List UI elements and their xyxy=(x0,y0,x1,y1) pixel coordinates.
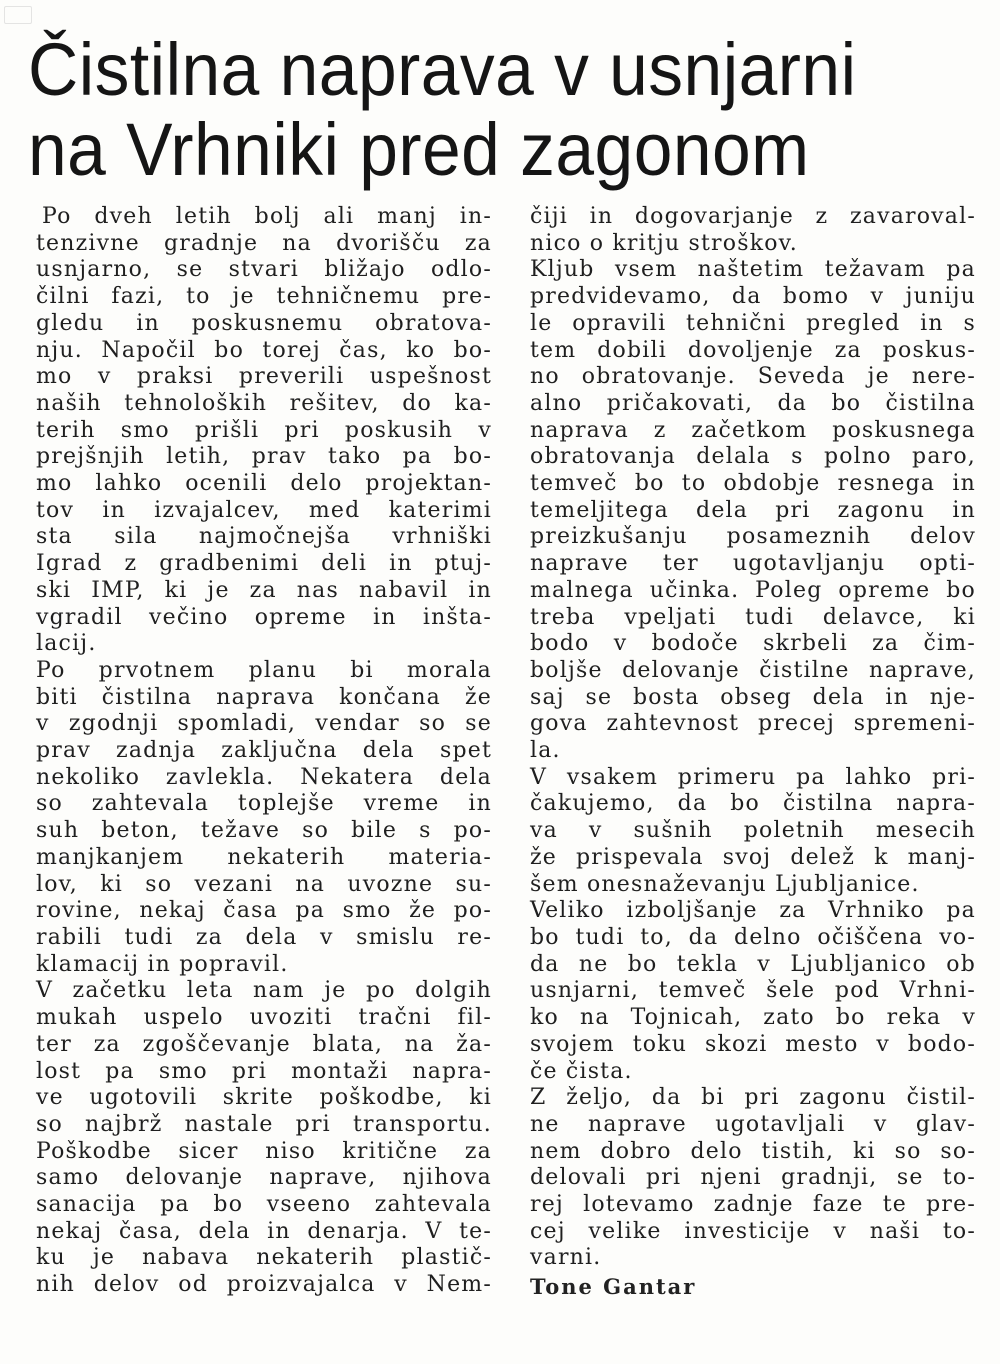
article-column-right-text xyxy=(530,204,976,1272)
text-line: biti čistilna naprava končana že xyxy=(36,684,492,710)
text-line: predvidevamo, da bomo v juniju xyxy=(530,284,976,310)
text-line: naših tehnoloških rešitev, do ka- xyxy=(36,390,492,416)
text-line: usnjarno, se stvari bližajo odlo- xyxy=(36,257,492,283)
text-line: cej velike investicije v naši to- xyxy=(530,1218,976,1244)
text-line: Igrad z gradbenimi deli in ptuj- xyxy=(36,551,492,577)
author-signature: Tone Gantar xyxy=(530,1274,697,1300)
text-line: obratovanja delala s polno paro, xyxy=(530,444,976,470)
text-line: preizkušanju posameznih delov xyxy=(530,524,976,550)
text-line: so zahtevala toplejše vreme in xyxy=(36,791,492,817)
text-line: prejšnjih letih, prav tako pa bo- xyxy=(36,444,492,470)
text-line: rabili tudi za dela v smislu re- xyxy=(36,924,492,950)
text-line: čakujemo, da bo čistilna napra- xyxy=(530,791,976,817)
text-line: tenzivne gradnje na dvorišču za xyxy=(36,230,492,256)
text-line: Z željo, da bi pri zagonu čistil- xyxy=(530,1085,976,1111)
text-line: ski IMP, ki je za nas nabavil in xyxy=(36,577,492,603)
text-line: čilni fazi, to je tehničnemu pre- xyxy=(36,284,492,310)
text-line: Kljub vsem naštetim težavam pa xyxy=(530,257,976,283)
article-headline xyxy=(28,30,910,190)
text-line: alno pričakovati, da bo čistilna xyxy=(530,390,976,416)
headline-line-1: Čistilna naprava v usnjarni xyxy=(28,28,857,111)
text-line: temveč bo to obdobje resnega in xyxy=(530,471,976,497)
text-line: že prispevala svoj delež k manj- xyxy=(530,844,976,870)
article-column-right xyxy=(530,204,976,1300)
text-line: malnega učinka. Poleg opreme bo xyxy=(530,577,976,603)
text-line: Po dveh letih bolj ali manj in- xyxy=(42,204,492,229)
text-line: nem dobro delo tistih, ki so so- xyxy=(530,1138,976,1164)
text-line: da ne bo tekla v Ljubljanico ob xyxy=(530,951,976,977)
text-line: V vsakem primeru pa lahko pri- xyxy=(530,764,976,790)
text-line: nekaj časa, dela in denarja. V te- xyxy=(36,1218,492,1244)
text-line: rej lotevamo zadnje faze te pre- xyxy=(530,1192,976,1218)
text-line: bo tudi to, da delno očiščena vo- xyxy=(530,924,976,950)
text-line: la. xyxy=(530,738,561,764)
text-line: Veliko izboljšanje za Vrhniko pa xyxy=(530,898,976,924)
text-line: ko na Tojnicah, zato bo reka v xyxy=(530,1005,976,1031)
text-line: suh beton, težave so bile s po- xyxy=(36,818,492,844)
text-line: klamacij in popravil. xyxy=(36,951,289,977)
text-line: varni. xyxy=(530,1245,602,1271)
text-line: šem onesnaževanju Ljubljanice. xyxy=(530,871,920,897)
text-line: manjkanjem nekaterih materia- xyxy=(36,844,492,870)
text-line: terih smo prišli pri poskusih v xyxy=(36,417,492,443)
text-line: mukah uspelo uvoziti tračni fil- xyxy=(36,1005,492,1031)
text-line: ku je nabava nekaterih plastič- xyxy=(36,1245,492,1271)
text-line: ne naprave ugotavljali v glav- xyxy=(530,1111,976,1137)
article-body xyxy=(36,204,976,1300)
text-line: temeljitega dela pri zagonu in xyxy=(530,497,976,523)
text-line: čiji in dogovarjanje z zavaroval- xyxy=(530,204,976,229)
text-line: delovali pri njeni gradnji, se to- xyxy=(530,1165,976,1191)
text-line: nju. Napočil bo torej čas, ko bo- xyxy=(36,337,492,363)
text-line: nekoliko zavlekla. Nekatera dela xyxy=(36,764,492,790)
text-line: sanacija pa bo vseeno zahtevala xyxy=(36,1192,492,1218)
text-line: vgradil večino opreme in inšta- xyxy=(36,604,492,630)
text-line: svojem toku skozi mesto v bodo- xyxy=(530,1031,976,1057)
text-line: naprava z začetkom poskusnega xyxy=(530,417,976,443)
text-line: gledu in poskusnemu obratova- xyxy=(36,310,492,336)
text-line: bodo v bodoče skrbeli za čim- xyxy=(530,631,976,657)
text-line: samo delovanje naprave, njihova xyxy=(36,1165,492,1191)
text-line: tem dobili dovoljenje za poskus- xyxy=(530,337,976,363)
text-line: tov in izvajalcev, med katerimi xyxy=(36,497,492,523)
text-line: nico o kritju stroškov. xyxy=(530,230,798,256)
text-line: Po prvotnem planu bi morala xyxy=(36,657,492,683)
headline-line-2: na Vrhniki pred zagonom xyxy=(28,108,810,191)
text-line: naprave ter ugotavljanju opti- xyxy=(530,551,976,577)
text-line: V začetku leta nam je po dolgih xyxy=(36,978,492,1004)
text-line: usnjarni, temveč šele pod Vrhni- xyxy=(530,978,976,1004)
scan-corner-mark xyxy=(4,6,32,24)
text-line: lacij. xyxy=(36,631,97,657)
text-line: mo lahko ocenili delo projektan- xyxy=(36,471,492,497)
text-line: Poškodbe sicer niso kritične za xyxy=(36,1138,492,1164)
text-line: nih delov od proizvajalca v Nem- xyxy=(36,1272,492,1298)
text-line: saj se bosta obseg dela in nje- xyxy=(530,684,976,710)
text-line: boljše delovanje čistilne naprave, xyxy=(530,657,976,683)
text-line: rovine, nekaj časa pa smo že po- xyxy=(36,898,492,924)
text-line: sta sila najmočnejša vrhniški xyxy=(36,524,492,550)
text-line: v zgodnji spomladi, vendar so se xyxy=(36,711,492,737)
text-line: mo v praksi preverili uspešnost xyxy=(36,364,492,390)
text-line: va v sušnih poletnih mesecih xyxy=(530,818,976,844)
text-line: ve ugotovili skrite poškodbe, ki xyxy=(36,1085,492,1111)
text-line: lov, ki so vezani na uvozne su- xyxy=(36,871,492,897)
text-line: prav zadnja zaključna dela spet xyxy=(36,738,492,764)
text-line: ter za zgoščevanje blata, na ža- xyxy=(36,1031,492,1057)
text-line: treba vpeljati tudi delavce, ki xyxy=(530,604,976,630)
text-line: so najbrž nastale pri transportu. xyxy=(36,1111,492,1137)
text-line: no obratovanje. Seveda je nere- xyxy=(530,364,976,390)
text-line: le opravili tehnični pregled in s xyxy=(530,310,976,336)
article-column-left xyxy=(36,204,492,1300)
text-line: če čista. xyxy=(530,1058,633,1084)
text-line: lost pa smo pri montaži naprа- xyxy=(36,1058,492,1084)
text-line: gova zahtevnost precej spremeni- xyxy=(530,711,976,737)
